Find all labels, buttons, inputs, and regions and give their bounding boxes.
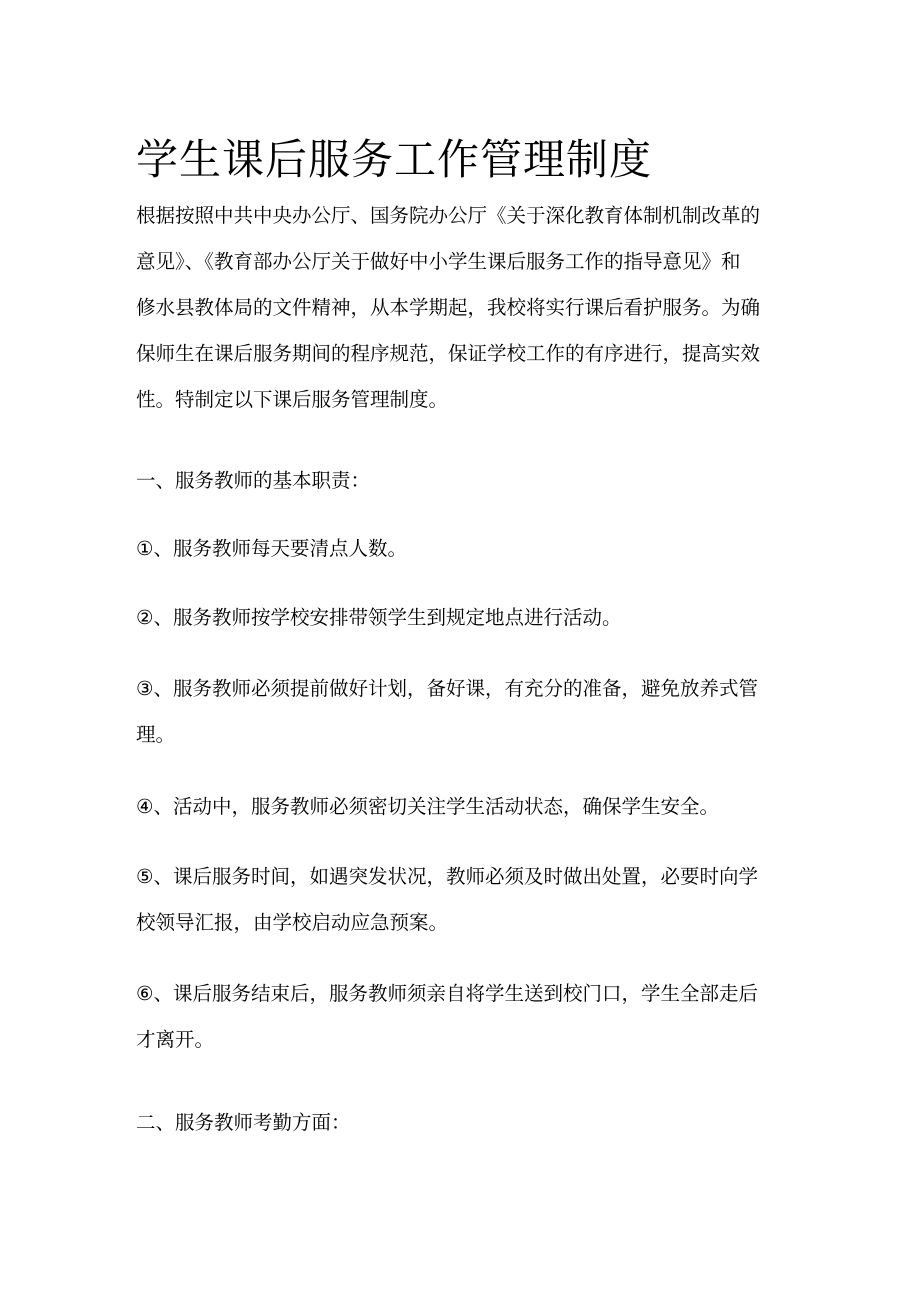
paragraph-line: ⑥、课后服务结束后，服务教师须亲自将学生送到校门口，学生全部走后 [136, 982, 758, 1005]
duty-item-4 [136, 784, 784, 830]
paragraph-line: 校领导汇报，由学校启动应急预案。 [136, 911, 449, 934]
duty-item-2 [136, 595, 784, 641]
paragraph-line: ③、服务教师必须提前做好计划，备好课，有充分的准备，避免放养式管 [136, 677, 758, 700]
paragraph-line: ②、服务教师按学校安排带领学生到规定地点进行活动。 [136, 606, 622, 629]
paragraph-line: ①、服务教师每天要清点人数。 [136, 537, 407, 560]
duty-item-1 [136, 526, 784, 572]
paragraph-line: 意见》、《教育部办公厅关于做好中小学生课后服务工作的指导意见》和 [136, 250, 741, 273]
duty-item-5 [136, 854, 784, 946]
paragraph-line: 性。特制定以下课后服务管理制度。 [136, 388, 449, 411]
document-title: 学生课后服务工作管理制度 [136, 135, 653, 184]
duty-item-6 [136, 971, 784, 1063]
duty-item-3 [136, 666, 784, 758]
paragraph-line: ⑤、课后服务时间，如遇突发状况，教师必须及时做出处置，必要时向学 [136, 865, 758, 888]
paragraph-line: 才离开。 [136, 1028, 215, 1051]
paragraph-line: 理。 [136, 723, 176, 746]
intro-paragraph [136, 193, 784, 423]
paragraph-line: 保师生在课后服务期间的程序规范，保证学校工作的有序进行，提高实效 [136, 342, 761, 365]
paragraph-line: ④、活动中，服务教师必须密切关注学生活动状态，确保学生安全。 [136, 795, 719, 818]
paragraph-line: 修水县教体局的文件精神，从本学期起，我校将实行课后看护服务。为确 [136, 296, 761, 319]
section-1-heading: 一、服务教师的基本职责： [136, 469, 371, 492]
section-2-heading: 二、服务教师考勤方面： [136, 1111, 351, 1134]
paragraph-line: 根据按照中共中央办公厅、国务院办公厅《关于深化教育体制机制改革的 [136, 204, 761, 227]
